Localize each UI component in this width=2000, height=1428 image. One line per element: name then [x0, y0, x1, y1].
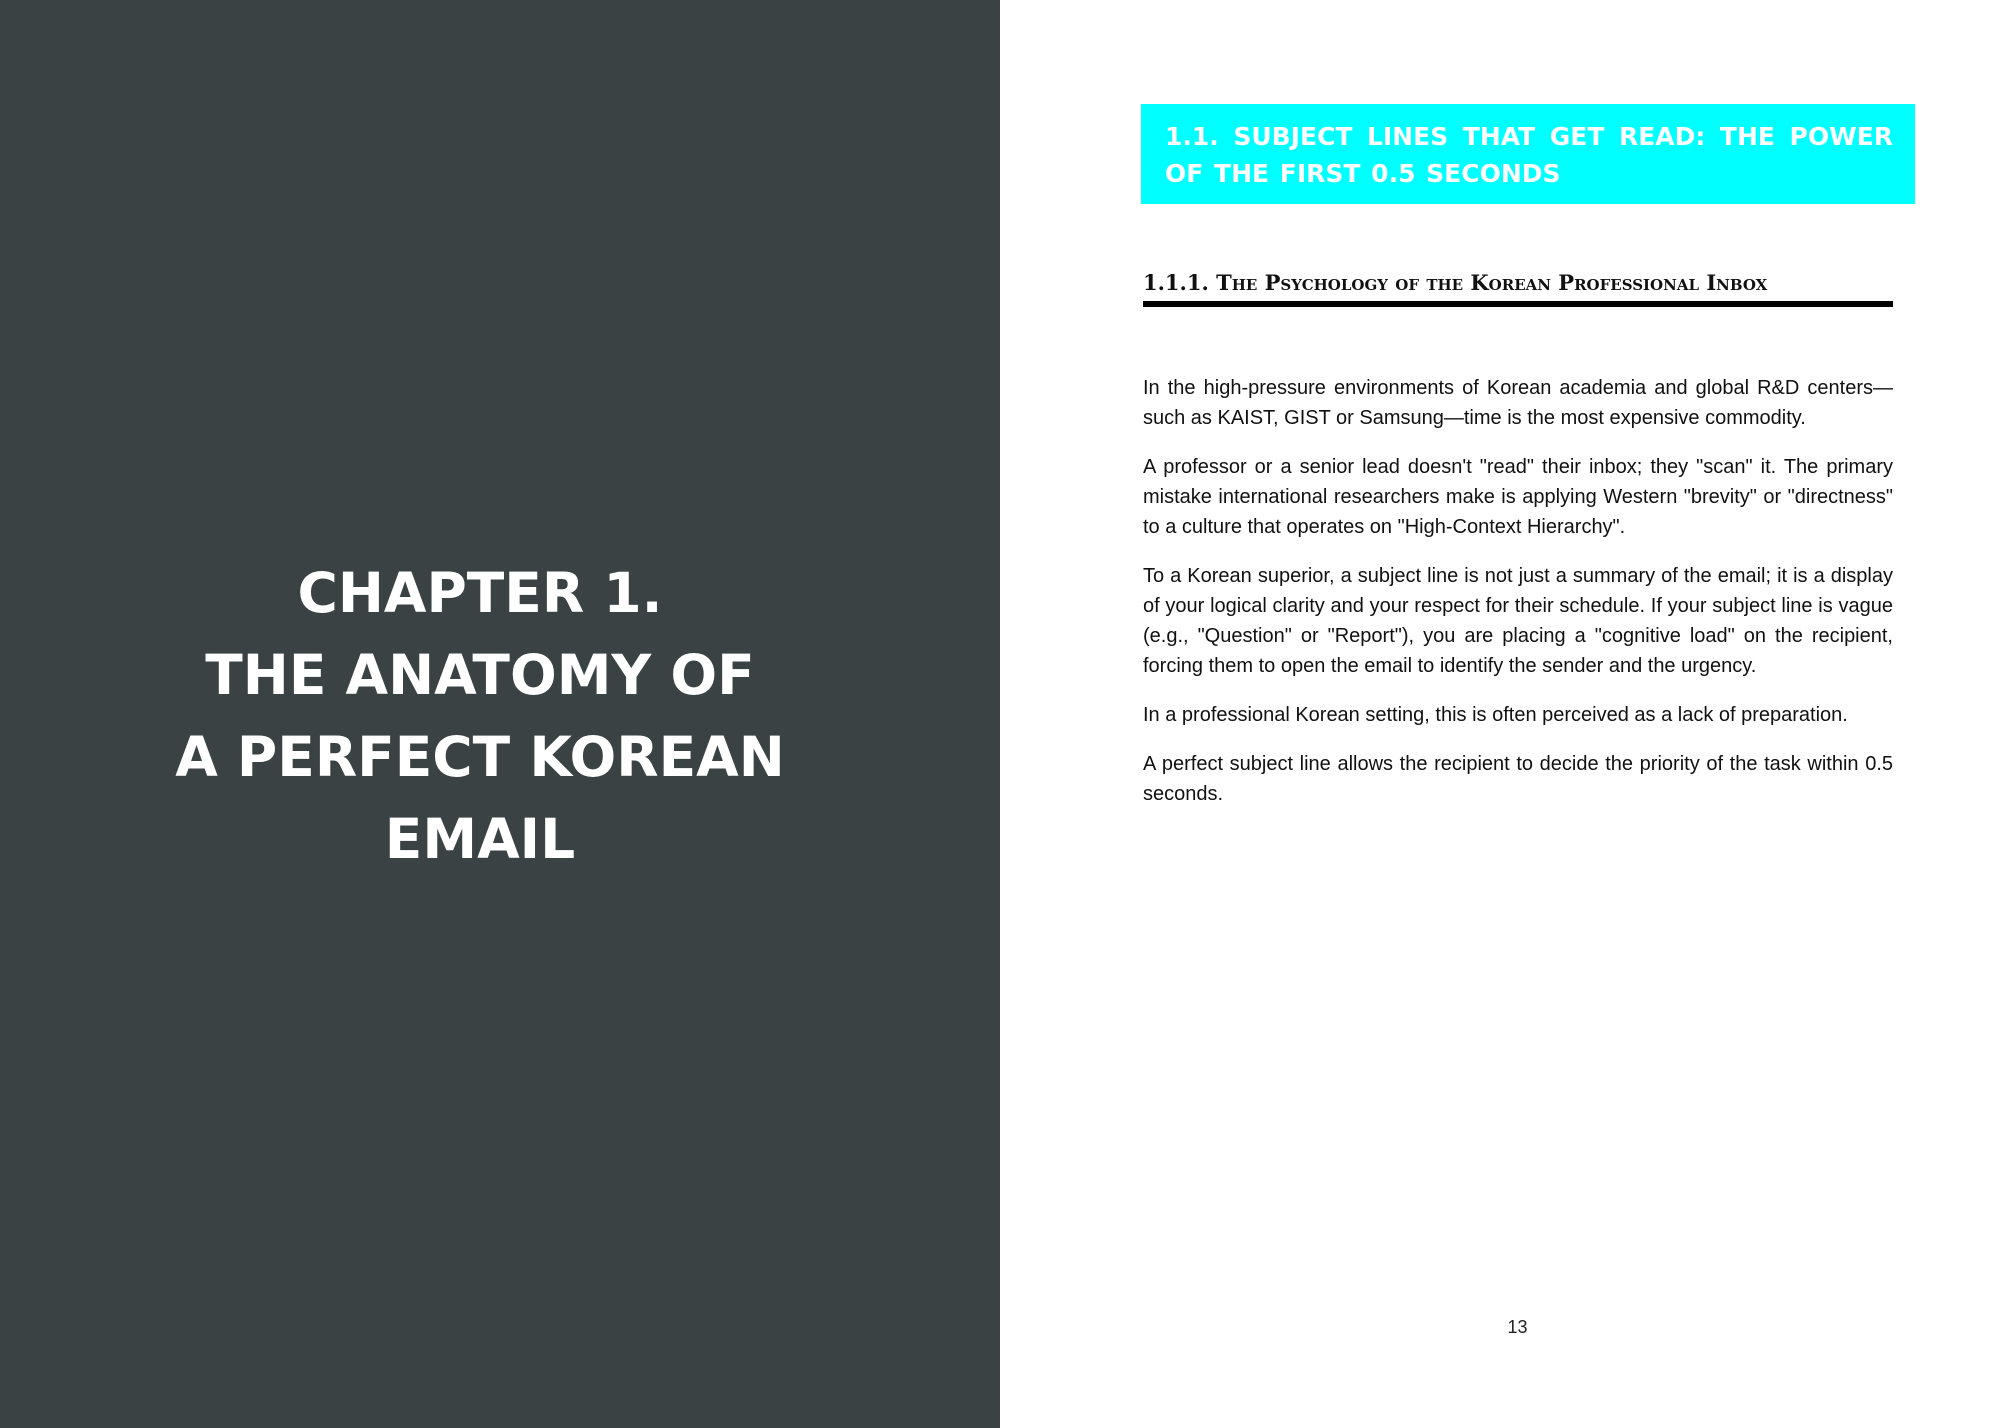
subsection-title: 1.1.1. The Psychology of the Korean Professional Inbox	[1143, 270, 1893, 307]
section-title: 1.1. SUBJECT LINES THAT GET READ: THE POWER OF THE FIRST 0.5 SECONDS	[1165, 122, 1893, 188]
chapter-title	[80, 552, 880, 880]
chapter-title-line: EMAIL	[384, 807, 576, 871]
paragraph: To a Korean superior, a subject line is not just a summary of the email; it is a display of your logical clarity and your respect for their schedule. If your subject line is vague (e.g., "Question" or "Report"), you are placing a "cognitive load" on the recipient, forcing them to open the email to identify the sender and the urgency.	[1143, 565, 1893, 677]
body-text	[1143, 373, 1893, 828]
chapter-title-line: A PERFECT KOREAN	[175, 725, 785, 789]
subsection-heading	[1143, 270, 1893, 307]
paragraph: In a professional Korean setting, this is often perceived as a lack of preparation.	[1143, 704, 1848, 726]
paragraph: A perfect subject line allows the recipient to decide the priority of the task within 0.5 seconds.	[1143, 753, 1893, 805]
paragraph: In the high-pressure environments of Korean academia and global R&D centers—such as KAIST, GIST or Samsung—time is the most expensive commodity.	[1143, 377, 1893, 429]
chapter-title-line: THE ANATOMY OF	[205, 643, 755, 707]
chapter-title-line: CHAPTER 1.	[297, 561, 663, 625]
section-banner	[1141, 104, 1915, 204]
paragraph: A professor or a senior lead doesn't "read" their inbox; they "scan" it. The primary mistake international researchers make is applying Western "brevity" or "directness" to a culture that operates on "High-Context Hierarchy".	[1143, 456, 1893, 538]
right-page	[1000, 0, 2000, 1428]
page-number: 13	[1507, 1317, 1528, 1337]
